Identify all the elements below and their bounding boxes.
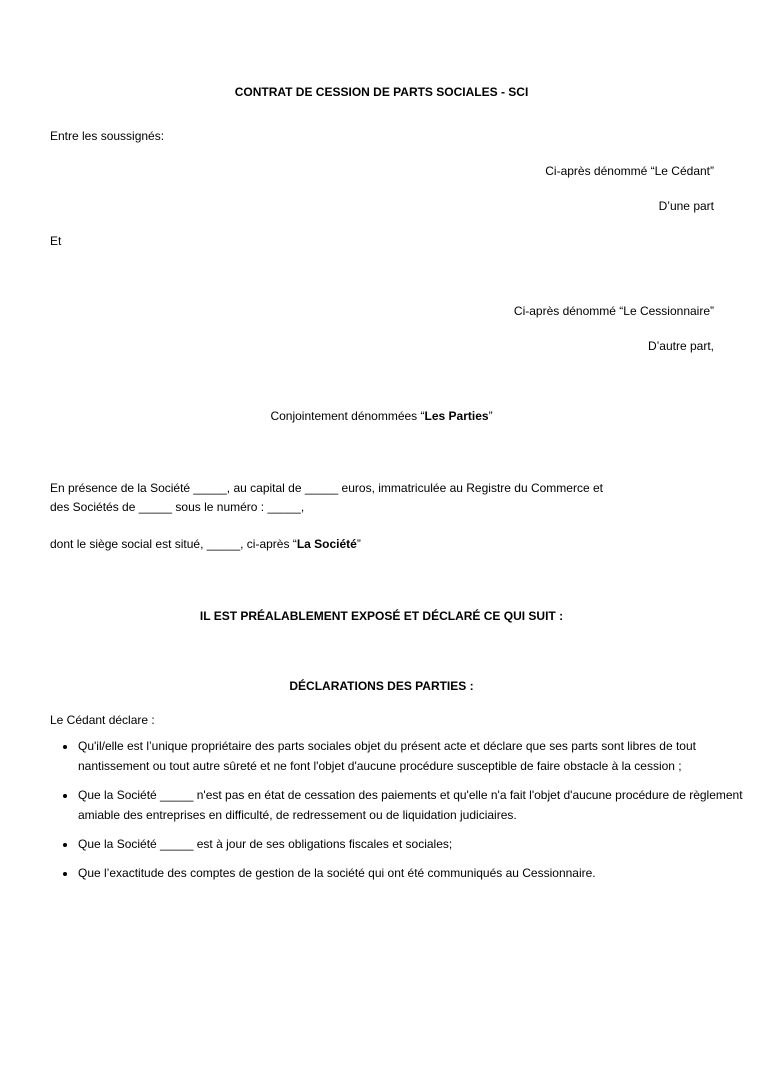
declarations-heading: DÉCLARATIONS DES PARTIES : — [289, 679, 474, 693]
bullet-icon — [63, 872, 67, 876]
list-item — [78, 785, 743, 825]
cessionnaire-label: Ci-après dénommé “Le Cessionnaire” — [513, 304, 714, 318]
one-part-text: D’une part — [658, 199, 714, 213]
list-item — [78, 736, 743, 776]
other-part-text: D’autre part, — [647, 339, 714, 353]
list-item-text: Qu'il/elle est l’unique propriétaire des parts sociales objet du présent acte et déclare que ses parts sont libres de tout nantissement ou tout autre sûreté et ne font l'objet d'aucune procédure susceptible de faire obstacle à la cession ; — [78, 739, 696, 773]
jointly-prefix: Conjointement dénommées “ — [270, 409, 425, 423]
list-item — [78, 834, 743, 854]
bullet-icon — [63, 794, 67, 798]
list-item-text: Que l’exactitude des comptes de gestion de la société qui ont été communiqués au Cessionnaire. — [78, 866, 596, 880]
exposed-heading: IL EST PRÉALABLEMENT EXPOSÉ ET DÉCLARÉ CE QUI SUIT : — [199, 609, 564, 623]
parties-term: Les Parties — [424, 409, 489, 423]
between-text: Entre les soussignés: — [50, 129, 165, 143]
company-term: La Société — [296, 537, 357, 551]
declarations-list — [50, 736, 743, 892]
jointly-suffix: ” — [488, 409, 493, 423]
document-title: CONTRAT DE CESSION DE PARTS SOCIALES - SCI — [234, 85, 529, 99]
seat-prefix: dont le siège social est situé, _____, ci-après “ — [50, 537, 297, 551]
presence-line-1: En présence de la Société _____, au capital de _____ euros, immatriculée au Registre du Commerce et — [50, 481, 603, 495]
seat-text — [50, 534, 361, 554]
list-item-text: Que la Société _____ n'est pas en état de cessation des paiements et qu'elle n'a fait l'objet d'aucune procédure de règlement amiable des entreprises en difficulté, de redressement ou de liquidation judiciaires. — [78, 788, 743, 822]
list-item-text: Que la Société _____ est à jour de ses obligations fiscales et sociales; — [78, 837, 453, 851]
list-item — [78, 863, 743, 883]
seat-suffix: ” — [356, 537, 361, 551]
bullet-icon — [63, 843, 67, 847]
bullet-icon — [63, 745, 67, 749]
and-text: Et — [50, 234, 62, 248]
jointly-named-text — [0, 406, 763, 426]
cedant-declares-text: Le Cédant déclare : — [50, 713, 155, 727]
presence-line-2: des Sociétés de _____ sous le numéro : _____, — [50, 500, 305, 514]
cedant-label: Ci-après dénommé “Le Cédant” — [545, 164, 714, 178]
